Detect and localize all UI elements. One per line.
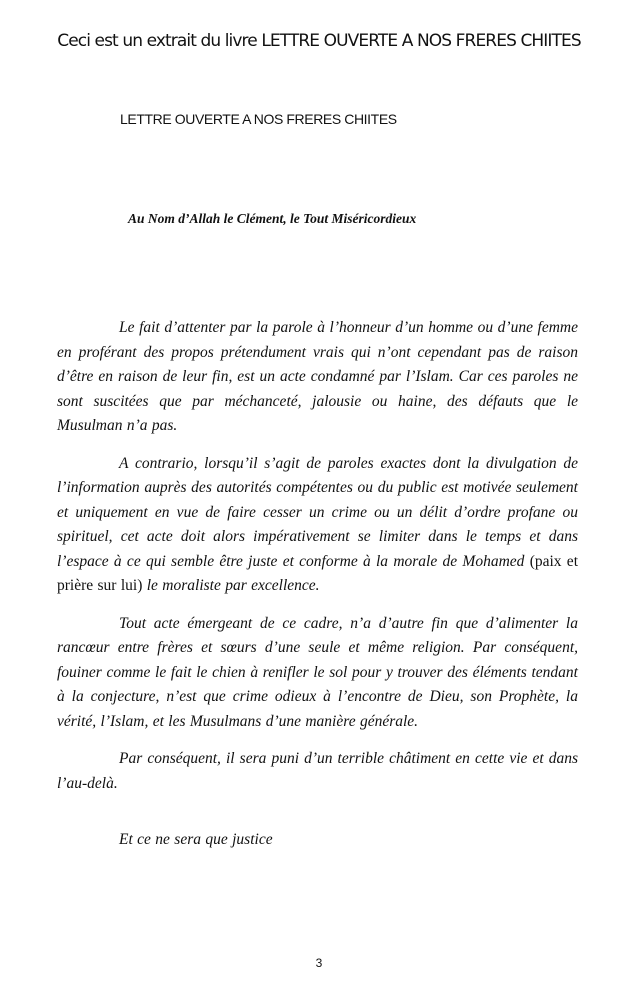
book-excerpt-banner: Ceci est un extrait du livre LETTRE OUVERTE A NOS FRERES CHIITES bbox=[57, 31, 581, 51]
paragraph-2-parenthetical: (paix et prière sur lui) bbox=[57, 552, 578, 594]
page-number: 3 bbox=[315, 956, 323, 970]
invocation-line: Au Nom d’Allah le Clément, le Tout Miséricordieux bbox=[128, 211, 417, 226]
letter-body bbox=[57, 316, 578, 853]
paragraph-4: Par conséquent, il sera puni d’un terrible châtiment en cette vie et dans l’au-delà. bbox=[57, 750, 578, 792]
paragraph-2-ending: le moraliste par excellence. bbox=[146, 577, 320, 594]
document-title: LETTRE OUVERTE A NOS FRERES CHIITES bbox=[120, 111, 397, 127]
paragraph-3: Tout acte émergeant de ce cadre, n’a d’autre fin que d’alimenter la rancœur entre frères et sœurs d’une seule et même religion. Par conséquent, fouiner comme le fait le chien à renifler le sol pour y trouver des éléments tendant à la conjecture, n’est que crime odieux à l’encontre de Dieu, son Prophète, la vérité, l’Islam, et les Musulmans d’une manière générale. bbox=[57, 614, 578, 730]
paragraph-1: Le fait d’attenter par la parole à l’honneur d’un homme ou d’une femme en proférant des propos prétendument vrais qui n’ont cependant pas de raison d’être en raison de leur fin, est un acte condamné par l’Islam. Car ces paroles ne sont suscitées que par méchanceté, jalousie ou haine, des défauts que le Musulman n’a pas. bbox=[57, 319, 578, 434]
paragraph-5: Et ce ne sera que justice bbox=[119, 831, 273, 848]
paragraph-2-main: A contrario, lorsqu’il s’agit de paroles exactes dont la divulgation de l’information auprès des autorités compétentes ou du public est motivée seulement et uniquement en vue de faire cesser un crime ou un délit d’ordre profane ou spirituel, cet acte doit alors impérativement se limiter dans le temps et dans l’espace à ce qui semble être juste et conforme à la morale de Mohamed bbox=[57, 454, 578, 570]
paragraph-2 bbox=[57, 452, 578, 599]
